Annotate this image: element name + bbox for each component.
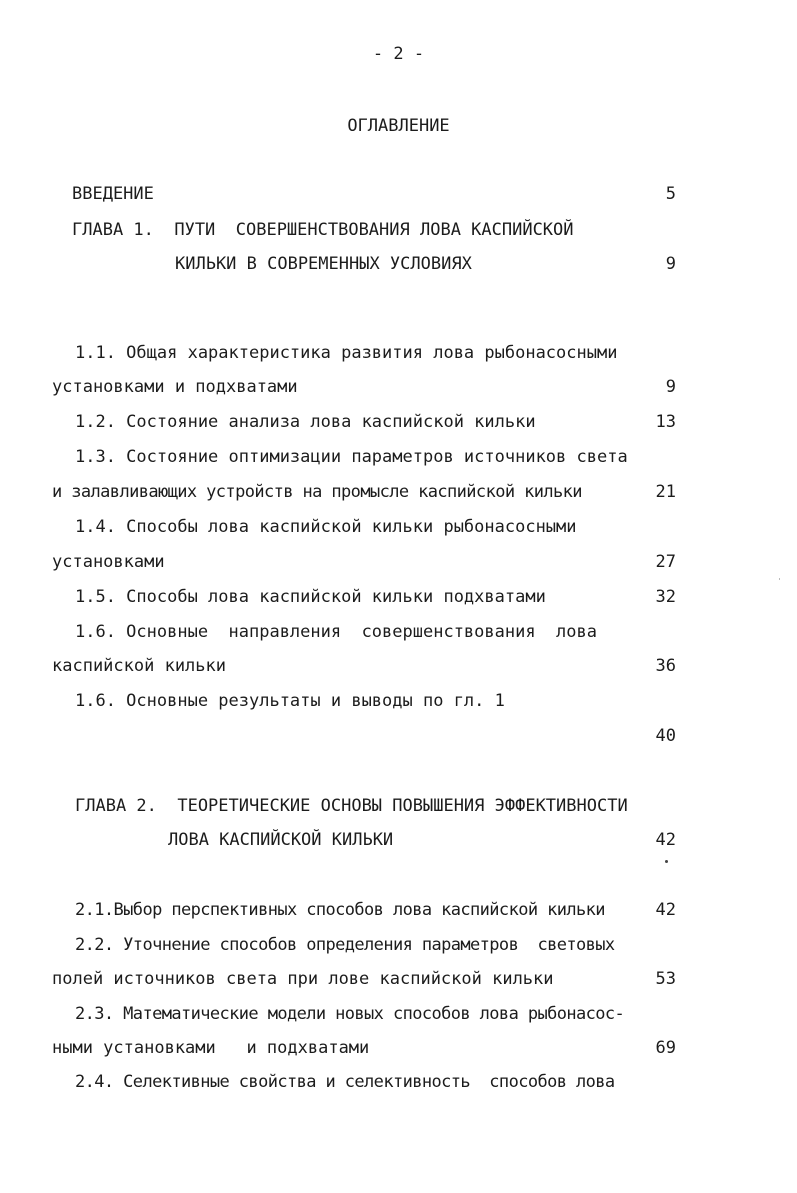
toc-page-1-5: 32 (655, 587, 676, 607)
toc-entry-1-4: 1.4. Способы лова каспийской кильки рыбонасосными (75, 517, 577, 537)
toc-entry-1-6: 1.6. Основные направления совершенствования лова (75, 622, 597, 642)
toc-page-2-2: 53 (655, 969, 676, 989)
toc-entry-2-1: 2.1.Выбор перспективных способов лова каспийской кильки (75, 900, 605, 920)
toc-page-2-1: 42 (655, 900, 676, 920)
toc-chapter-1-heading: ГЛАВА 1. ПУТИ СОВЕРШЕНСТВОВАНИЯ ЛОВА КАСПИЙСКОЙ (72, 220, 574, 240)
toc-entry-2-4: 2.4. Селективные свойства и селективность способов лова (75, 1072, 615, 1092)
toc-entry-1-3: 1.3. Состояние оптимизации параметров источников света (75, 447, 628, 467)
toc-page-1-2: 13 (655, 412, 676, 432)
toc-title: ОГЛАВЛЕНИЕ (347, 116, 450, 136)
toc-page-1-4: 27 (655, 552, 676, 572)
toc-entry-1-6-cont: каспийской кильки (52, 656, 226, 676)
page-number: - 2 - (372, 44, 425, 64)
toc-entry-1-4-cont: установками (52, 552, 165, 572)
toc-entry-2-3: 2.3. Математические модели новых способов лова рыбонасос- (75, 1004, 625, 1024)
toc-page-chapter-1: 9 (665, 254, 676, 274)
toc-entry-1-1-cont: установками и подхватами (52, 377, 298, 397)
toc-page-1-1: 9 (665, 377, 676, 397)
toc-entry-1-3-cont: и залавливающих устройств на промысле каспийской кильки (52, 482, 582, 502)
toc-entry-1-5: 1.5. Способы лова каспийской кильки подхватами (75, 587, 546, 607)
toc-page-2-3: 69 (655, 1038, 676, 1058)
toc-entry-introduction: ВВЕДЕНИЕ (72, 184, 154, 204)
toc-page-introduction: 5 (665, 184, 676, 204)
toc-entry-2-2-cont: полей источников света при лове каспийской кильки (52, 969, 554, 989)
toc-chapter-2-heading-cont: ЛОВА КАСПИЙСКОЙ КИЛЬКИ (168, 830, 394, 850)
toc-chapter-1-heading-cont: КИЛЬКИ В СОВРЕМЕННЫХ УСЛОВИЯХ (175, 254, 472, 274)
toc-page-1-3: 21 (655, 482, 676, 502)
toc-page-chapter-2: 42 (655, 830, 676, 850)
toc-page-1-6-results: 40 (655, 726, 676, 746)
toc-page-1-6: 36 (655, 656, 676, 676)
toc-entry-1-6-results: 1.6. Основные результаты и выводы по гл. 1 (75, 691, 505, 711)
toc-entry-2-3-cont: ными установками и подхватами (52, 1038, 370, 1058)
toc-entry-2-2: 2.2. Уточнение способов определения параметров световых (75, 935, 615, 955)
toc-entry-1-1: 1.1. Общая характеристика развития лова рыбонасосными (75, 343, 618, 363)
toc-chapter-2-heading: ГЛАВА 2. ТЕОРЕТИЧЕСКИЕ ОСНОВЫ ПОВЫШЕНИЯ ЭФФЕКТИВНОСТИ (75, 796, 628, 816)
stray-dot (665, 860, 668, 863)
toc-entry-1-2: 1.2. Состояние анализа лова каспийской кильки (75, 412, 536, 432)
scan-mark (779, 578, 780, 580)
